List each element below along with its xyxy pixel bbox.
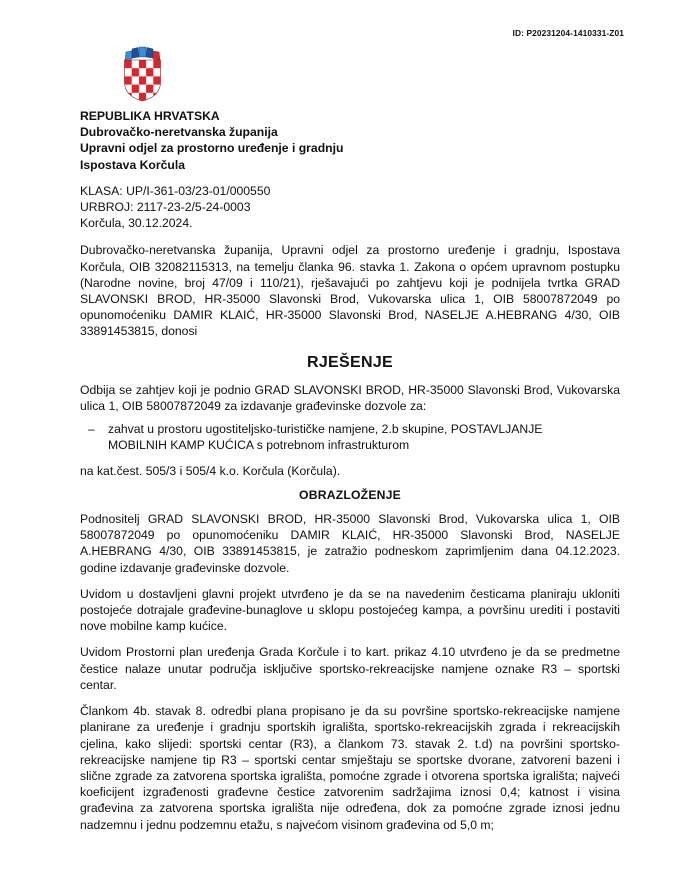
reasoning-paragraph-1: Podnositelj GRAD SLAVONSKI BROD, HR-35000 Slavonski Brod, Vukovarska ulica 1, OIB 58007872049 po opunomoćeniku DAMIR KLAIĆ, HR-35000 Slavonski Brod, NASELJE A.HEBRANG 4/30, OIB 33891453815, je zatražio podneskom zaprimljenim dana 04.12.2023. godine izdavanje građevinske dozvole. bbox=[80, 512, 620, 575]
issuer-line-county: Dubrovačko-neretvanska županija bbox=[80, 125, 278, 140]
document-id: ID: P20231204-1410331-Z01 bbox=[512, 28, 624, 38]
location-paragraph: na kat.čest. 505/3 i 505/4 k.o. Korčula (Korčula). bbox=[80, 463, 341, 478]
bullet-line-2: MOBILNIH KAMP KUĆICA s potrebnom infrastrukturom bbox=[108, 438, 410, 453]
urbroj-reference: URBROJ: 2117-23-2/5-24-0003 bbox=[80, 200, 251, 215]
reference-block bbox=[80, 183, 620, 232]
issuer-header bbox=[80, 108, 620, 173]
klasa-reference: KLASA: UP/I-361-03/23-01/000550 bbox=[80, 183, 271, 198]
issuer-line-office: Ispostava Korčula bbox=[80, 157, 185, 172]
issuer-line-department: Upravni odjel za prostorno uređenje i gradnju bbox=[80, 141, 344, 156]
checkerboard-icon bbox=[123, 60, 162, 102]
intro-paragraph: Dubrovačko-neretvanska županija, Upravni odjel za prostorno uređenje i gradnju, Ispostava Korčula, OIB 32082115313, na temelju članka 96. stavka 1. Zakona o općem upravnom postupku (Narodne novine, broj 47/09 i 110/21), rješavajući po zahtjevu koji je podnijela tvrtka GRAD SLAVONSKI BROD, HR-35000 Slavonski Brod, Vukovarska ulica 1, OIB 58007872049 po opunomoćeniku DAMIR KLAIĆ, HR-35000 Slavonski Brod, NASELJE A.HEBRANG 4/30, OIB 33891453815, donosi bbox=[80, 243, 620, 339]
issuer-line-republic: REPUBLIKA HRVATSKA bbox=[80, 109, 220, 123]
coat-of-arms-icon bbox=[123, 46, 162, 102]
decision-bullet bbox=[80, 421, 620, 453]
section-heading-reasoning: OBRAZLOŽENJE bbox=[299, 487, 401, 502]
reasoning-paragraph-3: Uvidom Prostorni plan uređenja Grada Korčule i to kart. prikaz 4.10 utvrđeno je da se predmetne čestice nalaze unutar područja isključive sportsko-rekreacijske namjene oznake R3 – sportski centar. bbox=[80, 645, 620, 692]
document-title: RJEŠENJE bbox=[307, 353, 393, 371]
place-date: Korčula, 30.12.2024. bbox=[80, 216, 193, 231]
decision-paragraph: Odbija se zahtjev koji je podnio GRAD SLAVONSKI BROD, HR-35000 Slavonski Brod, Vukovarska ulica 1, OIB 58007872049 za izdavanje građevinske dozvole za: bbox=[80, 382, 620, 414]
reasoning-paragraph-4: Člankom 4b. stavak 8. odredbi plana propisano je da su površine sportsko-rekreacijske namjene planirane za uređenje i gradnju sportskih igrališta, sportsko-rekreacijskih zgrada i rekreacijskih cjelina, kako slijedi: sportski centar (R3), a člankom 73. stavak 2. t.d) na površini sportsko-rekreacijske namjene tip R3 – sportski centar smještaju se sportske dvorane, zatvoreni bazeni i slične zgrade za zatvorena sportska igrališta, pomoćne zgrade i otvorena sportska igrališta; najveći koeficijent izgrađenosti građevne čestice zatvorenim sadržajima iznosi 0,4; katnost i visina građevina za zatvorena sportska igrališta nije određena, dok za pomoćne zgrade iznosi jednu nadzemnu i jednu podzemnu etažu, s najvećom visinom građevina od 5,0 m; bbox=[80, 704, 620, 832]
reasoning-paragraph-2: Uvidom u dostavljeni glavni projekt utvrđeno je da se na navedenim česticama planiraju ukloniti postojeće dotrajale građevine-bunaglove u sklopu postojećeg kampa, a površinu urediti i postaviti nove mobilne kamp kućice. bbox=[80, 586, 620, 634]
document-body bbox=[80, 108, 620, 833]
bullet-line-1: zahvat u prostoru ugostiteljsko-turističke namjene, 2.b skupine, POSTAVLJANJE bbox=[108, 422, 543, 437]
bullet-text bbox=[108, 421, 620, 453]
crown-icon bbox=[125, 47, 160, 60]
bullet-dash: – bbox=[88, 422, 95, 437]
